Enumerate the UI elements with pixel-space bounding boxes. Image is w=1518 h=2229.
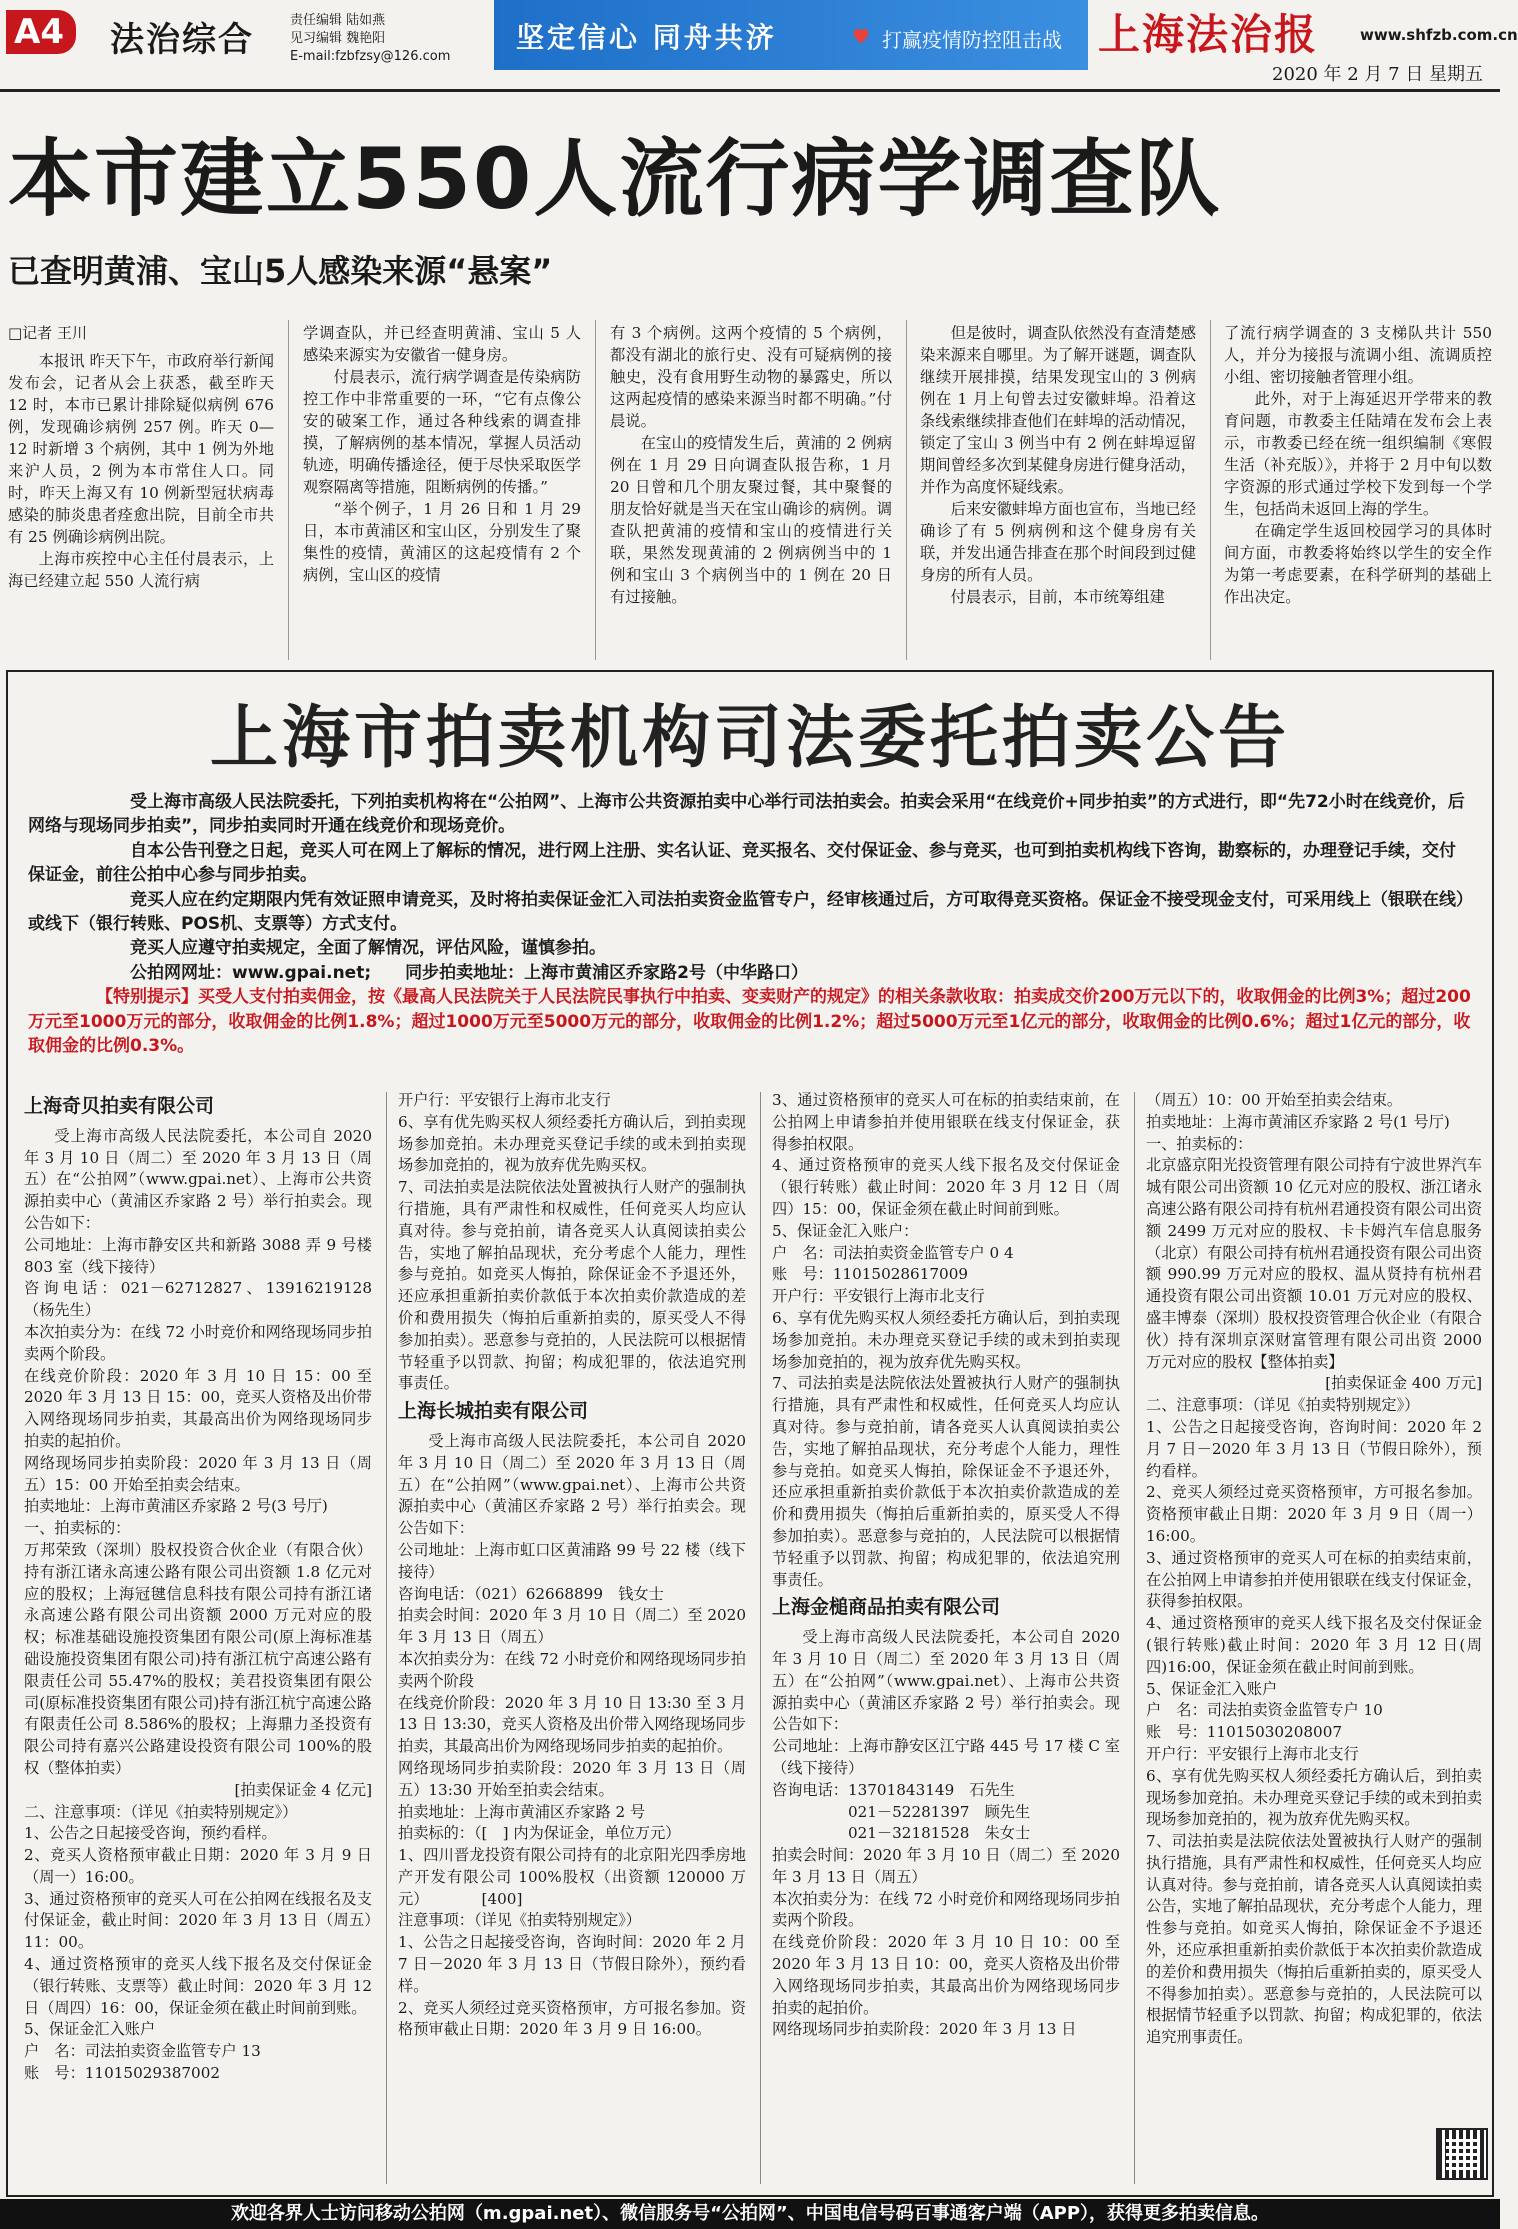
notice-line: 本次拍卖分为：在线 72 小时竞价和网络现场同步拍卖两个阶段 bbox=[398, 1649, 746, 1690]
notice-line: 4、通过资格预审的竞买人线下报名及交付保证金(银行转账)截止时间：2020 年 3 月 12 日(周四)16:00，保证金须在截止时间前到账。 bbox=[1146, 1614, 1482, 1676]
column-divider bbox=[1134, 1092, 1135, 2184]
notice-line: 6、享有优先购买权人须经委托方确认后，到拍卖现场参加竞拍。未办理竞买登记手续的或未到拍卖现场参加竞拍的，视为放弃优先购买权。 bbox=[398, 1112, 746, 1175]
notice-line: 6、享有优先购买权人须经委托方确认后，到拍卖现场参加竞拍。未办理竞买登记手续的或未到拍卖现场参加竞拍的，视为放弃优先购买权。 bbox=[772, 1308, 1120, 1371]
notice-line: 北京盛京阳光投资管理有限公司持有宁波世界汽车城有限公司出资额 10 亿元对应的股权、浙江诸永高速公路有限公司持有杭州君通投资有限公司出资额 2499 万元对应的股权、卡卡姆汽车信息服务（北京）有限公司持有杭州君通投资有限公司出资额 990.99 万元对应的股权、温从贤持有杭州君通投资有限公司出资额 10.01 万元对应的股权、盛丰博泰（深圳）股权投资管理合伙企业（有限合伙）持有深圳京深财富管理有限公司出资 2000 万元对应的股权【整体拍卖】 bbox=[1146, 1156, 1482, 1371]
paragraph: 有 3 个病例。这两个疫情的 5 个病例，都没有湖北的旅行史、没有可疑病例的接触史，没有食用野生动物的暴露史，所以这两起疫情的感染来源当时都不明确。”付晨说。 bbox=[610, 324, 892, 430]
company-name: 上海长城拍卖有限公司 bbox=[398, 1400, 589, 1423]
paragraph: 在宝山的疫情发生后，黄浦的 2 例病例在 1 月 29 日向调查队报告称，1 月 20 日曾和几个朋友聚过餐，其中聚餐的朋友恰好就是当天在宝山确诊的病例。调查队把黄浦的疫情和宝山的疫情进行关联，果然发现黄浦的 2 例病例当中的 1 例和宝山 3 个病例当中的 1 例在 20 日有过接触。 bbox=[610, 434, 892, 606]
byline: □记者 王川 bbox=[8, 324, 87, 342]
notice-line: 拍卖地址：上海市黄浦区乔家路 2 号 bbox=[398, 1802, 646, 1821]
notice-line: 5、保证金汇入账户 bbox=[24, 2020, 156, 2039]
notice-line: 受上海市高级人民法院委托，本公司自 2020 年 3 月 10 日（周二）至 2020 年 3 月 13 日（周五）在“公拍网”（www.gpai.net）、上海市公共资源拍卖中心（黄浦区乔家路 2 号）举行拍卖会。现公告如下： bbox=[24, 1126, 372, 1232]
notice-line: 2、竞买人须经过竞买资格预审，方可报名参加。资格预审截止日期：2020 年 3 月 9 日（周一）16:00。 bbox=[1146, 1483, 1482, 1545]
notice-line: 开户行：平安银行上海市北支行 bbox=[398, 1091, 611, 1109]
paragraph: “举个例子，1 月 26 日和 1 月 29 日，本市黄浦区和宝山区，分别发生了聚集性的疫情，黄浦区的这起疫情有 2 个病例，宝山区的疫情 bbox=[303, 500, 581, 584]
notice-line: [拍卖保证金 4 亿元] bbox=[234, 1780, 372, 1799]
notice-line: 账 号：11015030208007 bbox=[1146, 1723, 1343, 1742]
banner-slogan: 坚定信心 同舟共济 bbox=[516, 21, 777, 54]
masthead bbox=[0, 0, 1518, 92]
notice-line: 1、公告之日起接受咨询，预约看样。 bbox=[24, 1824, 277, 1843]
editor-credits bbox=[290, 12, 450, 66]
issue-date: 2020 年 2 月 7 日 星期五 bbox=[1272, 64, 1484, 85]
notice-line: 拍卖地址：上海市黄浦区乔家路 2 号(1 号厅) bbox=[1146, 1112, 1450, 1131]
intro-paragraph: 自本公告刊登之日起，竞买人可在网上了解标的情况，进行网上注册、实名认证、竞买报名、交付保证金、参与竞买，也可到拍卖机构线下咨询，勘察标的，办理登记手续，交付保证金，前往公拍中心参与同步拍卖。 bbox=[28, 840, 1456, 886]
notice-line: 咨询电话：（021）62668899 钱女士 bbox=[398, 1584, 664, 1603]
intro-paragraph: 竞买人应在约定期限内凭有效证照申请竞买，及时将拍卖保证金汇入司法拍卖资金监管专户，经审核通过后，方可取得竞买资格。保证金不接受现金支付，可采用线上（银联在线）或线下（银行转账、POS机、支票等）方式支付。 bbox=[28, 889, 1465, 935]
paragraph: 本报讯 昨天下午，市政府举行新闻发布会，记者从会上获悉，截至昨天 12 时，本市已累计排除疑似病例 676 例，发现确诊病例 257 例。昨天 0—12 时新增 3 个病例，其中 1 例为外地来沪人员，2 例为本市常住人口。同时，昨天上海又有 10 例新型冠状病毒感染的肺炎患者痊愈出院，目前全市共有 25 例确诊病例出院。 bbox=[8, 352, 274, 546]
notice-line: 开户行：平安银行上海市北支行 bbox=[1146, 1744, 1359, 1763]
notice-line: 户 名：司法拍卖资金监管专户 0 4 bbox=[772, 1243, 1014, 1262]
notice-line: 注意事项：（详见《拍卖特别规定》） bbox=[398, 1911, 641, 1930]
editor-line: 责任编辑 陆如燕 bbox=[290, 13, 386, 28]
notice-line: 公司地址：上海市静安区江宁路 445 号 17 楼 C 室（线下接待） bbox=[772, 1737, 1120, 1777]
notice-line: 咨询电话：021－62712827、13916219128（杨先生） bbox=[24, 1279, 372, 1320]
notice-line: 拍卖会时间：2020 年 3 月 10 日（周二）至 2020 年 3 月 13 日（周五） bbox=[772, 1846, 1120, 1886]
notice-line: 021－52281397 顾先生 bbox=[772, 1802, 1031, 1821]
article-column-1 bbox=[8, 322, 274, 660]
notice-line: 3、通过资格预审的竞买人可在标的拍卖结束前，在公拍网上申请参拍并使用银联在线支付保证金，获得参拍权限。 bbox=[772, 1091, 1120, 1153]
banner-subslogan: 打赢疫情防控阻击战 bbox=[882, 28, 1062, 52]
notice-line: 4、通过资格预审的竞买人线下报名及交付保证金（银行转账、支票等）截止时间：2020 年 3 月 12 日（周四）16：00，保证金须在截止时间前到账。 bbox=[24, 1955, 372, 2017]
notice-line: 7、司法拍卖是法院依法处置被执行人财产的强制执行措施，具有严肃性和权威性，任何竞买人均应认真对待。参与竞拍前，请各竞买人认真阅读拍卖公告，实地了解拍品现状，充分考虑个人能力，理性参与竞拍。如竞买人悔拍，除保证金不予退还外，还应承担重新拍卖价款低于本次拍卖价款造成的差价和费用损失（悔拍后重新拍卖的，原买受人不得参加拍卖）。恶意参与竞拍的，人民法院可以根据情节轻重予以罚款、拘留；构成犯罪的，依法追究刑事责任。 bbox=[1146, 1832, 1482, 2047]
paragraph: 付晨表示，流行病学调查是传染病防控工作中非常重要的一环，“它有点像公安的破案工作，通过各种线索的调查排摸，了解病例的基本情况，掌握人员活动轨迹，明确传播途径，便于尽快采取医学观察隔离等措施，阻断病例的传播。” bbox=[303, 368, 581, 496]
article-column-2 bbox=[303, 322, 581, 660]
notice-line: 公司地址：上海市静安区共和新路 3088 弄 9 号楼 803 室（线下接待） bbox=[24, 1235, 372, 1276]
campaign-banner bbox=[494, 0, 1088, 70]
notice-line: 5、保证金汇入账户 bbox=[1146, 1679, 1278, 1698]
article-headline: 本市建立550人流行病学调查队 bbox=[8, 130, 1222, 228]
special-notice: 【特别提示】买受人支付拍卖佣金，按《最高人民法院关于人民法院民事执行中拍卖、变卖财产的规定》的相关条款收取：拍卖成交价200万元以下的，收取佣金的比例3%；超过200万元至1000万元的部分，收取佣金的比例1.8%；超过1000万元至5000万元的部分，收取佣金的比例1.2%；超过5000万元至1亿元的部分，收取佣金的比例0.6%；超过1亿元的部分，收取佣金的比例0.3%。 bbox=[28, 987, 1471, 1057]
notice-line: 户 名：司法拍卖资金监管专户 13 bbox=[24, 2042, 261, 2061]
notice-line: [拍卖保证金 400 万元] bbox=[1325, 1374, 1482, 1393]
notice-line: 账 号：11015029387002 bbox=[24, 2064, 221, 2083]
notice-line: 3、通过资格预审的竞买人可在标的拍卖结束前，在公拍网上申请参拍并使用银联在线支付保证金，获得参拍权限。 bbox=[1146, 1548, 1482, 1611]
notice-line: 账 号：11015028617009 bbox=[772, 1265, 969, 1284]
notice-line: 一、拍卖标的： bbox=[1146, 1134, 1253, 1153]
heart-hands-icon bbox=[850, 24, 872, 46]
notice-line: 受上海市高级人民法院委托，本公司自 2020 年 3 月 10 日（周二）至 2020 年 3 月 13 日（周五）在“公拍网”（www.gpai.net）、上海市公共资源拍卖中心（黄浦区乔家路 2 号）举行拍卖会。现公告如下： bbox=[398, 1431, 746, 1538]
column-divider bbox=[386, 1092, 387, 2184]
notice-lines bbox=[1146, 1090, 1482, 2049]
auction-column-2 bbox=[398, 1090, 746, 2185]
section-title: 法治综合 bbox=[110, 20, 254, 60]
notice-line: 本次拍卖分为：在线 72 小时竞价和网络现场同步拍卖两个阶段。 bbox=[24, 1322, 372, 1363]
auction-column-1 bbox=[24, 1090, 372, 2185]
notice-line: 网络现场同步拍卖阶段：2020 年 3 月 13 日（周五）15：00 开始至拍卖会结束。 bbox=[24, 1453, 372, 1494]
column-divider bbox=[1210, 320, 1211, 660]
notice-line: 5、保证金汇入账户： bbox=[772, 1221, 919, 1240]
notice-line: （周五）10：00 开始至拍卖会结束。 bbox=[1146, 1091, 1403, 1109]
auction-column-3 bbox=[772, 1090, 1120, 2185]
notice-line: 1、公告之日起接受咨询，咨询时间：2020 年 2 月 7 日－2020 年 3 月 13 日（节假日除外），预约看样。 bbox=[398, 1933, 746, 1995]
notice-line: 本次拍卖分为：在线 72 小时竞价和网络现场同步拍卖两个阶段。 bbox=[772, 1889, 1120, 1930]
notice-line: 6、享有优先购买权人须经委托方确认后，到拍卖现场参加竞拍。未办理竞买登记手续的或未到拍卖现场参加竞拍的，视为放弃优先购买权。 bbox=[1146, 1766, 1482, 1829]
notice-lines bbox=[398, 1090, 746, 1395]
notice-line: 咨询电话：13701843149 石先生 bbox=[772, 1780, 1015, 1799]
website: www.shfzb.com.cn bbox=[1360, 26, 1518, 44]
notice-line: 公司地址：上海市虹口区黄浦路 99 号 22 楼（线下接待） bbox=[398, 1540, 746, 1581]
notice-title: 上海市拍卖机构司法委托拍卖公告 bbox=[209, 699, 1290, 778]
paragraph: 付晨表示，目前，本市统筹组建 bbox=[950, 588, 1165, 606]
notice-line: 021－32181528 朱女士 bbox=[772, 1824, 1031, 1843]
notice-intro bbox=[28, 790, 1472, 1058]
notice-line: 2、竞买人资格预审截止日期：2020 年 3 月 9 日（周一）16:00。 bbox=[24, 1846, 372, 1886]
column-divider bbox=[288, 320, 289, 660]
notice-lines bbox=[398, 1431, 746, 2041]
notice-line: 二、注意事项：（详见《拍卖特别规定》） bbox=[24, 1802, 298, 1821]
column-divider bbox=[906, 320, 907, 660]
paragraph: 上海市疾控中心主任付晨表示，上海已经建立起 550 人流行病 bbox=[8, 550, 274, 590]
notice-line: 在线竞价阶段：2020 年 3 月 10 日 13:30 至 3 月 13 日 13:30，竞买人资格及出价带入网络现场同步拍卖，其最高出价为网络现场同步拍卖的起拍价。 bbox=[398, 1693, 746, 1756]
notice-line: 开户行：平安银行上海市北支行 bbox=[772, 1287, 985, 1306]
notice-line: 在线竞价阶段：2020 年 3 月 10 日 10：00 至 2020 年 3 月 13 日 10：00，竞买人资格及出价带入网络现场同步拍卖，其最高出价为网络现场同步拍卖的起拍价。 bbox=[772, 1933, 1120, 2017]
notice-lines bbox=[772, 1627, 1120, 2041]
page-number: A4 bbox=[6, 10, 76, 54]
notice-line: 二、注意事项：（详见《拍卖特别规定》） bbox=[1146, 1396, 1420, 1415]
notice-line: 受上海市高级人民法院委托，本公司自 2020 年 3 月 10 日（周二）至 2020 年 3 月 13 日（周五）在“公拍网”（www.gpai.net）、上海市公共资源拍卖中心（黄浦区乔家路 2 号）举行拍卖会。现公告如下： bbox=[772, 1628, 1120, 1734]
notice-line: 一、拍卖标的： bbox=[24, 1519, 131, 1538]
notice-line: 在线竞价阶段：2020 年 3 月 10 日 15：00 至 2020 年 3 月 13 日 15：00，竞买人资格及出价带入网络现场同步拍卖，其最高出价为网络现场同步拍卖的起拍价。 bbox=[24, 1366, 372, 1450]
notice-line: 网络现场同步拍卖阶段：2020 年 3 月 13 日 bbox=[772, 2020, 1077, 2039]
notice-line: 1、四川晋龙投资有限公司持有的北京阳光四季房地产开发有限公司 100%股权（出资额 120000 万元） [400] bbox=[398, 1846, 746, 1908]
notice-line: 4、通过资格预审的竞买人线下报名及交付保证金（银行转账）截止时间：2020 年 3 月 12 日（周四）15：00，保证金须在截止时间前到账。 bbox=[772, 1156, 1120, 1218]
paragraph: 了流行病学调查的 3 支梯队共计 550 人，并分为接报与流调小组、流调质控小组、密切接触者管理小组。 bbox=[1224, 324, 1492, 386]
editor-line: 见习编辑 魏艳阳 bbox=[290, 31, 386, 46]
footer-banner: 欢迎各界人士访问移动公拍网（m.gpai.net）、微信服务号“公拍网”、中国电信号码百事通客户端（APP），获得更多拍卖信息。 bbox=[0, 2199, 1500, 2229]
article-subhead: 已查明黄浦、宝山5人感染来源“悬案” bbox=[8, 252, 553, 290]
article-column-3 bbox=[610, 322, 892, 660]
paragraph: 学调查队，并已经查明黄浦、宝山 5 人感染来源实为安徽省一健身房。 bbox=[303, 324, 581, 364]
paragraph: 在确定学生返回校园学习的具体时间方面，市教委将始终以学生的安全作为第一考虑要素，在科学研判的基础上作出决定。 bbox=[1224, 522, 1492, 606]
notice-line: 7、司法拍卖是法院依法处置被执行人财产的强制执行措施，具有严肃性和权威性，任何竞买人均应认真对待。参与竞拍前，请各竞买人认真阅读拍卖公告，实地了解拍品现状，充分考虑个人能力，理性参与竞拍。如竞买人悔拍，除保证金不予退还外，还应承担重新拍卖价款低于本次拍卖价款造成的差价和费用损失（悔拍后重新拍卖的，原买受人不得参加拍卖）。恶意参与竞拍的，人民法院可以根据情节轻重予以罚款、拘留；构成犯罪的，依法追究刑事责任。 bbox=[398, 1178, 746, 1393]
company-name: 上海奇贝拍卖有限公司 bbox=[24, 1095, 215, 1117]
column-divider bbox=[760, 1092, 761, 2184]
paragraph: 此外，对于上海延迟开学带来的教育问题，市教委主任陆靖在发布会上表示，市教委已经在统一组织编制《寒假生活（补充版）》，并将于 2 月中旬以数字资源的形式通过学校下发到每一个学生，包括尚未返回上海的学生。 bbox=[1224, 390, 1492, 518]
notice-line: 3、通过资格预审的竞买人可在公拍网在线报名及支付保证金，截止时间：2020 年 3 月 13 日（周五）11：00。 bbox=[24, 1889, 372, 1952]
qr-code-icon[interactable] bbox=[1436, 2128, 1488, 2180]
article-column-4 bbox=[920, 322, 1196, 660]
notice-line: 7、司法拍卖是法院依法处置被执行人财产的强制执行措施，具有严肃性和权威性，任何竞买人均应认真对待。参与竞拍前，请各竞买人认真阅读拍卖公告，实地了解拍品现状，充分考虑个人能力，理性参与竞拍。如竞买人悔拍，除保证金不予退还外，还应承担重新拍卖价款低于本次拍卖价款造成的差价和费用损失（悔拍后重新拍卖的，原买受人不得参加拍卖）。恶意参与竞拍的，人民法院可以根据情节轻重予以罚款、拘留；构成犯罪的，依法追究刑事责任。 bbox=[772, 1374, 1120, 1589]
notice-line: 1、公告之日起接受咨询，咨询时间：2020 年 2 月 7 日－2020 年 3 月 13 日（节假日除外），预约看样。 bbox=[1146, 1417, 1482, 1480]
notice-line: 户 名：司法拍卖资金监管专户 10 bbox=[1146, 1701, 1383, 1720]
paragraph: 但是彼时，调查队依然没有查清楚感染来源来自哪里。为了解开谜题，调查队继续开展排摸，结果发现宝山的 3 例病例在 1 月上旬曾去过安徽蚌埠。沿着这条线索继续排查他们在蚌埠的活动情况，锁定了宝山 3 例当中有 2 例在蚌埠逗留期间曾经多次到某健身房进行健身活动，并作为高度怀疑线索。 bbox=[920, 324, 1196, 496]
notice-line: 拍卖地址：上海市黄浦区乔家路 2 号(3 号厅) bbox=[24, 1497, 328, 1516]
article-column-5 bbox=[1224, 322, 1492, 660]
paragraph: 后来安徽蚌埠方面也宣布，当地已经确诊了有 5 例病例和这个健身房有关联，并发出通告排查在那个时间段到过健身房的所有人员。 bbox=[920, 500, 1196, 584]
intro-paragraph: 受上海市高级人民法院委托，下列拍卖机构将在“公拍网”、上海市公共资源拍卖中心举行司法拍卖会。拍卖会采用“在线竞价+同步拍卖”的方式进行，即“先72小时在线竞价，后网络与现场同步拍卖”，同步拍卖同时开通在线竞价和现场竞价。 bbox=[28, 792, 1465, 837]
notice-line: 网络现场同步拍卖阶段：2020 年 3 月 13 日（周五）13:30 开始至拍卖会结束。 bbox=[398, 1758, 746, 1799]
intro-paragraph: 竞买人应遵守拍卖规定，全面了解情况，评估风险，谨慎参拍。 bbox=[130, 938, 606, 959]
notice-line: 拍卖会时间：2020 年 3 月 10 日（周二）至 2020 年 3 月 13 日（周五） bbox=[398, 1606, 746, 1647]
intro-paragraph: 公拍网网址：www.gpai.net; 同步拍卖地址：上海市黄浦区乔家路2号（中华路口） bbox=[130, 962, 808, 983]
editor-email: E-mail:fzbfzsy@126.com bbox=[290, 49, 451, 64]
company-name: 上海金槌商品拍卖有限公司 bbox=[772, 1596, 1001, 1619]
newspaper-logo: 上海法治报 bbox=[1098, 10, 1319, 59]
notice-lines bbox=[772, 1090, 1120, 1591]
column-divider bbox=[595, 320, 596, 660]
notice-line: 万邦荣致（深圳）股权投资合伙企业（有限合伙）持有浙江诸永高速公路有限公司出资额 1.8 亿元对应的股权；上海冠毽信息科技有限公司持有浙江诸永高速公路有限公司出资额 2000 万元对应的股权；标准基础设施投资集团有限公司(原上海标准基础设施投资集团有限公司)持有浙江杭宁高速公路有限责任公司 55.47%的股权；美君投资集团有限公司(原标准投资集团有限公司)持有浙江杭宁高速公路有限责任公司 8.586%的股权；上海鼎力圣投资有限公司持有嘉兴公路建设投资有限公司 100%的股权（整体拍卖） bbox=[24, 1540, 372, 1777]
notice-line: 拍卖标的：（[ ] 内为保证金，单位万元） bbox=[398, 1824, 681, 1843]
auction-column-4 bbox=[1146, 1090, 1482, 2120]
notice-lines bbox=[24, 1126, 372, 2085]
notice-line: 2、竞买人须经过竞买资格预审，方可报名参加。资格预审截止日期：2020 年 3 月 9 日 16:00。 bbox=[398, 1998, 746, 2039]
